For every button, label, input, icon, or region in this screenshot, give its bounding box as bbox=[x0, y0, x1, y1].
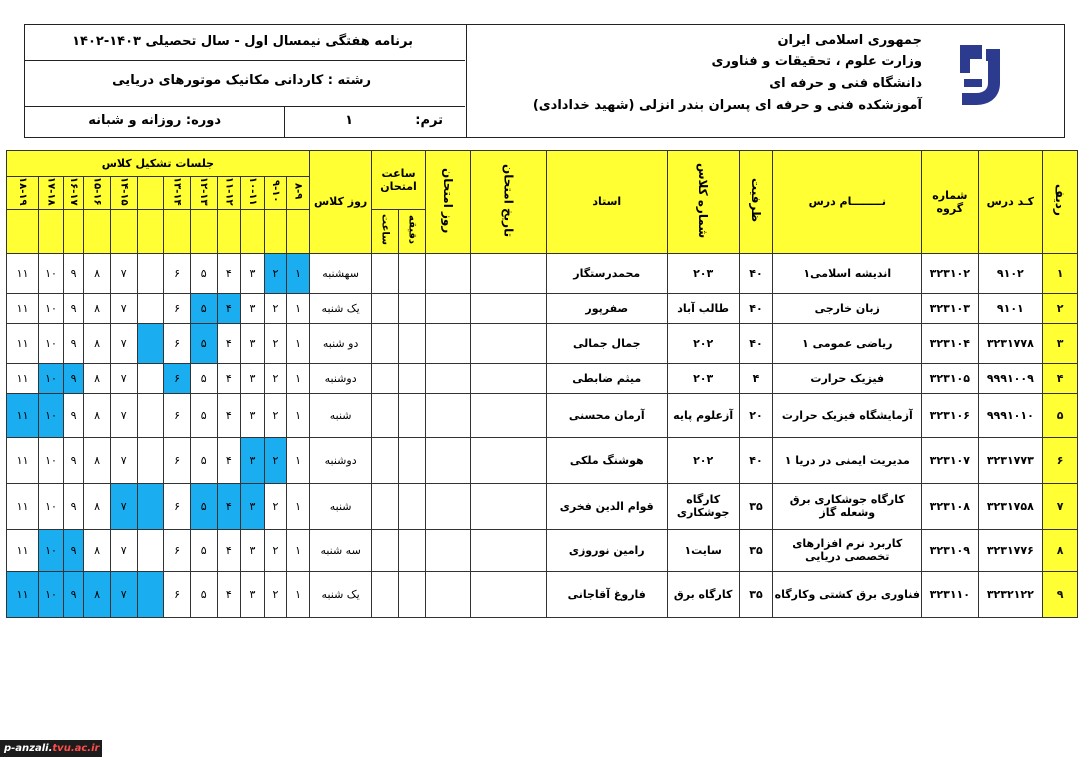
slot-cell: ۴ bbox=[217, 293, 241, 323]
slot-cell: ۵ bbox=[190, 253, 217, 293]
header-cell bbox=[217, 209, 241, 253]
slot-cell: ۱۰ bbox=[39, 393, 64, 437]
exam-day bbox=[425, 323, 470, 363]
slot-cell: ۴ bbox=[217, 363, 241, 393]
row-index: ۲ bbox=[1043, 293, 1078, 323]
program-title: برنامه هفتگی نیمسال اول - سال تحصیلی ۱۴۰۳-۱۴۰۲ bbox=[72, 34, 413, 49]
teacher: فاروغ آقاجانی bbox=[546, 571, 667, 617]
slot-cell: ۷ bbox=[110, 483, 137, 529]
exam-day bbox=[425, 363, 470, 393]
slot-cell: ۵ bbox=[190, 323, 217, 363]
exam-date bbox=[470, 253, 546, 293]
teacher: رامین نوروزی bbox=[546, 529, 667, 571]
exam-date bbox=[470, 529, 546, 571]
schedule-table bbox=[6, 150, 1078, 618]
teacher: جمال جمالی bbox=[546, 323, 667, 363]
exam-minute bbox=[399, 529, 426, 571]
col-header-code: کـد درس bbox=[978, 151, 1043, 254]
room: ۲۰۲ bbox=[667, 437, 739, 483]
group-number: ۳۲۳۱۰۶ bbox=[922, 393, 978, 437]
slot-cell: ۷ bbox=[110, 571, 137, 617]
term-value: ۱ bbox=[345, 113, 353, 128]
slot-cell: ۶ bbox=[164, 529, 191, 571]
slot-cell: ۸ bbox=[84, 483, 111, 529]
slot-cell: ۴ bbox=[217, 483, 241, 529]
slot-cell: ۳ bbox=[241, 529, 265, 571]
col-header-capacity: ظرفیت bbox=[739, 151, 773, 254]
slot-cell bbox=[137, 253, 164, 293]
header-cell bbox=[110, 209, 137, 253]
teacher: صفرپور bbox=[546, 293, 667, 323]
capacity: ۲۰ bbox=[739, 393, 773, 437]
slot-cell: ۶ bbox=[164, 393, 191, 437]
exam-minute bbox=[399, 571, 426, 617]
slot-cell: ۴ bbox=[217, 529, 241, 571]
slot-cell: ۱۱ bbox=[7, 529, 39, 571]
course-name: کاربرد نرم افزارهای تخصصی دریایی bbox=[773, 529, 922, 571]
website-watermark: p-anzali.tvu.ac.ir bbox=[0, 740, 102, 757]
slot-cell: ۶ bbox=[164, 323, 191, 363]
table-row bbox=[7, 253, 1078, 293]
slot-header: ۸-۹ bbox=[287, 177, 310, 210]
header-cell bbox=[190, 209, 217, 253]
slot-cell: ۹ bbox=[63, 253, 84, 293]
slot-cell: ۸ bbox=[84, 253, 111, 293]
slot-cell: ۲ bbox=[264, 323, 287, 363]
slot-cell: ۱۱ bbox=[7, 483, 39, 529]
term-row bbox=[25, 107, 465, 137]
exam-hour bbox=[372, 253, 399, 293]
slot-cell: ۱۱ bbox=[7, 323, 39, 363]
exam-day bbox=[425, 437, 470, 483]
slot-cell: ۷ bbox=[110, 529, 137, 571]
slot-cell bbox=[137, 483, 164, 529]
slot-cell: ۳ bbox=[241, 393, 265, 437]
exam-hour bbox=[372, 323, 399, 363]
room: ۲۰۳ bbox=[667, 363, 739, 393]
slot-cell: ۶ bbox=[164, 363, 191, 393]
capacity: ۴۰ bbox=[739, 293, 773, 323]
col-header-exam-day: روز امتحان bbox=[425, 151, 470, 254]
slot-cell: ۶ bbox=[164, 293, 191, 323]
exam-day bbox=[425, 483, 470, 529]
slot-cell: ۴ bbox=[217, 393, 241, 437]
header-cell bbox=[39, 209, 64, 253]
course-name: فیزیک حرارت bbox=[773, 363, 922, 393]
exam-date bbox=[470, 437, 546, 483]
period: دوره: روزانه و شبانه bbox=[88, 113, 221, 128]
program-title-row bbox=[25, 25, 465, 61]
slot-header: ۱۳-۱۴ bbox=[164, 177, 191, 210]
slot-cell: ۱ bbox=[287, 571, 310, 617]
slot-cell: ۷ bbox=[110, 437, 137, 483]
col-header-exam-date: تاریخ امتحان bbox=[470, 151, 546, 254]
exam-minute bbox=[399, 437, 426, 483]
exam-hour bbox=[372, 483, 399, 529]
inst-line-2: وزارت علوم ، تحقیقات و فناوری bbox=[711, 54, 922, 69]
class-day: سهشنبه bbox=[309, 253, 372, 293]
inst-line-4: آموزشکده فنی و حرفه ای پسران بندر انزلی (شهید خدادادی) bbox=[532, 98, 922, 113]
room: کارگاه جوشکاری bbox=[667, 483, 739, 529]
group-number: ۳۲۳۱۱۰ bbox=[922, 571, 978, 617]
course-code: ۹۹۹۱۰۰۹ bbox=[978, 363, 1043, 393]
row-index: ۸ bbox=[1043, 529, 1078, 571]
table-row bbox=[7, 529, 1078, 571]
slot-cell: ۲ bbox=[264, 393, 287, 437]
col-header-group: شماره گروه bbox=[922, 151, 978, 254]
slot-cell: ۹ bbox=[63, 529, 84, 571]
exam-date bbox=[470, 393, 546, 437]
slot-cell: ۱ bbox=[287, 363, 310, 393]
slot-cell: ۹ bbox=[63, 571, 84, 617]
slot-cell: ۱۰ bbox=[39, 253, 64, 293]
slot-cell: ۱۱ bbox=[7, 293, 39, 323]
field-row bbox=[25, 61, 465, 107]
exam-hour bbox=[372, 293, 399, 323]
capacity: ۳۵ bbox=[739, 483, 773, 529]
capacity: ۴۰ bbox=[739, 437, 773, 483]
slot-cell: ۱۱ bbox=[7, 393, 39, 437]
course-code: ۳۲۳۱۷۷۸ bbox=[978, 323, 1043, 363]
exam-day bbox=[425, 393, 470, 437]
exam-date bbox=[470, 323, 546, 363]
col-header-sessions: جلسات تشکیل کلاس bbox=[7, 151, 310, 177]
class-day: دو شنبه bbox=[309, 323, 372, 363]
slot-cell: ۷ bbox=[110, 363, 137, 393]
slot-cell: ۶ bbox=[164, 437, 191, 483]
teacher: میثم ضابطی bbox=[546, 363, 667, 393]
table-row bbox=[7, 293, 1078, 323]
slot-cell: ۱ bbox=[287, 253, 310, 293]
course-code: ۹۱۰۱ bbox=[978, 293, 1043, 323]
slot-cell: ۱۰ bbox=[39, 363, 64, 393]
slot-cell: ۱۱ bbox=[7, 437, 39, 483]
row-index: ۶ bbox=[1043, 437, 1078, 483]
slot-header: ۱۶-۱۷ bbox=[63, 177, 84, 210]
slot-cell: ۵ bbox=[190, 363, 217, 393]
teacher: محمدرستگار bbox=[546, 253, 667, 293]
slot-cell: ۹ bbox=[63, 437, 84, 483]
university-logo-icon bbox=[952, 39, 1006, 111]
col-header-teacher: استاد bbox=[546, 151, 667, 254]
slot-cell: ۶ bbox=[164, 253, 191, 293]
exam-hour bbox=[372, 571, 399, 617]
col-header-name: نــــــــام درس bbox=[773, 151, 922, 254]
program-info-block bbox=[25, 25, 465, 137]
slot-header: ۱۸-۱۹ bbox=[7, 177, 39, 210]
slot-cell: ۸ bbox=[84, 529, 111, 571]
slot-cell: ۴ bbox=[217, 323, 241, 363]
class-day: سه شنبه bbox=[309, 529, 372, 571]
room: ۲۰۳ bbox=[667, 253, 739, 293]
slot-cell: ۸ bbox=[84, 571, 111, 617]
slot-header: ۱۰-۱۱ bbox=[241, 177, 265, 210]
row-index: ۴ bbox=[1043, 363, 1078, 393]
course-code: ۳۲۳۱۷۷۳ bbox=[978, 437, 1043, 483]
room: کارگاه برق bbox=[667, 571, 739, 617]
capacity: ۴۰ bbox=[739, 323, 773, 363]
slot-cell: ۴ bbox=[217, 253, 241, 293]
exam-day bbox=[425, 293, 470, 323]
slot-cell: ۹ bbox=[63, 363, 84, 393]
header-cell bbox=[63, 209, 84, 253]
slot-cell: ۸ bbox=[84, 437, 111, 483]
header-cell bbox=[264, 209, 287, 253]
capacity: ۳۵ bbox=[739, 529, 773, 571]
slot-cell: ۱ bbox=[287, 529, 310, 571]
exam-day bbox=[425, 571, 470, 617]
slot-header: ۱۱-۱۲ bbox=[217, 177, 241, 210]
document-header bbox=[24, 24, 1065, 138]
slot-cell: ۶ bbox=[164, 571, 191, 617]
slot-cell: ۸ bbox=[84, 323, 111, 363]
header-cell bbox=[164, 209, 191, 253]
header-cell bbox=[241, 209, 265, 253]
slot-header: ۱۵-۱۶ bbox=[84, 177, 111, 210]
row-index: ۷ bbox=[1043, 483, 1078, 529]
exam-minute bbox=[399, 253, 426, 293]
course-name: آزمایشگاه فیزیک حرارت bbox=[773, 393, 922, 437]
group-number: ۳۲۳۱۰۷ bbox=[922, 437, 978, 483]
col-header-row: ردیف bbox=[1043, 151, 1078, 254]
row-index: ۹ bbox=[1043, 571, 1078, 617]
teacher: هوشنگ ملکی bbox=[546, 437, 667, 483]
slot-cell bbox=[137, 529, 164, 571]
capacity: ۴۰ bbox=[739, 253, 773, 293]
table-row bbox=[7, 483, 1078, 529]
slot-cell: ۹ bbox=[63, 323, 84, 363]
course-name: مدیریت ایمنی در دریا ۱ bbox=[773, 437, 922, 483]
slot-cell: ۲ bbox=[264, 363, 287, 393]
institution-block bbox=[466, 25, 1064, 137]
capacity: ۳۵ bbox=[739, 571, 773, 617]
slot-cell: ۳ bbox=[241, 293, 265, 323]
slot-cell: ۵ bbox=[190, 293, 217, 323]
table-row bbox=[7, 323, 1078, 363]
term-cell bbox=[284, 107, 465, 137]
slot-cell: ۴ bbox=[217, 437, 241, 483]
slot-header: ۱۲-۱۳ bbox=[190, 177, 217, 210]
slot-cell: ۵ bbox=[190, 437, 217, 483]
table-row bbox=[7, 393, 1078, 437]
slot-cell: ۱۰ bbox=[39, 483, 64, 529]
col-header-minute: دقیقه bbox=[399, 209, 426, 253]
inst-line-3: دانشگاه فنی و حرفه ای bbox=[769, 76, 922, 91]
slot-cell: ۱ bbox=[287, 323, 310, 363]
group-number: ۳۲۳۱۰۹ bbox=[922, 529, 978, 571]
header-cell bbox=[287, 209, 310, 253]
course-code: ۹۹۹۱۰۱۰ bbox=[978, 393, 1043, 437]
exam-day bbox=[425, 253, 470, 293]
slot-cell: ۹ bbox=[63, 293, 84, 323]
slot-cell: ۱ bbox=[287, 437, 310, 483]
slot-cell: ۱۰ bbox=[39, 323, 64, 363]
slot-cell: ۱۱ bbox=[7, 363, 39, 393]
table-row bbox=[7, 363, 1078, 393]
slot-cell: ۳ bbox=[241, 363, 265, 393]
slot-cell: ۱۰ bbox=[39, 571, 64, 617]
exam-minute bbox=[399, 393, 426, 437]
slot-cell: ۱ bbox=[287, 393, 310, 437]
slot-cell: ۱ bbox=[287, 483, 310, 529]
slot-cell bbox=[137, 437, 164, 483]
col-header-exam-time: ساعت امتحان bbox=[372, 151, 425, 210]
group-number: ۳۲۳۱۰۳ bbox=[922, 293, 978, 323]
slot-cell: ۱۱ bbox=[7, 253, 39, 293]
slot-header bbox=[137, 177, 164, 210]
course-code: ۳۲۳۱۷۵۸ bbox=[978, 483, 1043, 529]
slot-cell: ۵ bbox=[190, 393, 217, 437]
slot-cell: ۸ bbox=[84, 293, 111, 323]
slot-cell: ۴ bbox=[217, 571, 241, 617]
course-name: ریاضی عمومی ۱ bbox=[773, 323, 922, 363]
room: سایت۱ bbox=[667, 529, 739, 571]
col-header-hour: ساعت bbox=[372, 209, 399, 253]
field-of-study: رشته : کاردانی مکانیک موتورهای دریایی bbox=[112, 73, 371, 88]
exam-hour bbox=[372, 393, 399, 437]
table-row bbox=[7, 571, 1078, 617]
teacher: آرمان محسنی bbox=[546, 393, 667, 437]
exam-date bbox=[470, 363, 546, 393]
table-row bbox=[7, 437, 1078, 483]
header-cell bbox=[84, 209, 111, 253]
capacity: ۴ bbox=[739, 363, 773, 393]
class-day: دوشنبه bbox=[309, 363, 372, 393]
slot-cell: ۲ bbox=[264, 437, 287, 483]
course-name: فناوری برق کشتی وکارگاه bbox=[773, 571, 922, 617]
slot-cell: ۷ bbox=[110, 393, 137, 437]
slot-header: ۱۷-۱۸ bbox=[39, 177, 64, 210]
term-label: ترم: bbox=[415, 113, 443, 128]
group-number: ۳۲۳۱۰۲ bbox=[922, 253, 978, 293]
room: آزعلوم پایه bbox=[667, 393, 739, 437]
inst-line-1: جمهوری اسلامی ایران bbox=[777, 33, 922, 48]
slot-cell bbox=[137, 323, 164, 363]
class-day: یک شنبه bbox=[309, 293, 372, 323]
course-name: زبان خارجی bbox=[773, 293, 922, 323]
slot-cell: ۷ bbox=[110, 253, 137, 293]
exam-minute bbox=[399, 293, 426, 323]
exam-hour bbox=[372, 363, 399, 393]
slot-cell: ۲ bbox=[264, 293, 287, 323]
slot-cell: ۳ bbox=[241, 571, 265, 617]
exam-hour bbox=[372, 437, 399, 483]
slot-cell: ۳ bbox=[241, 253, 265, 293]
slot-cell: ۸ bbox=[84, 363, 111, 393]
course-name: کارگاه جوشکاری برق وشعله گاز bbox=[773, 483, 922, 529]
room: ۲۰۲ bbox=[667, 323, 739, 363]
course-code: ۳۲۳۲۱۲۲ bbox=[978, 571, 1043, 617]
class-day: دوشنبه bbox=[309, 437, 372, 483]
slot-cell: ۳ bbox=[241, 483, 265, 529]
exam-minute bbox=[399, 323, 426, 363]
exam-minute bbox=[399, 483, 426, 529]
group-number: ۳۲۳۱۰۵ bbox=[922, 363, 978, 393]
slot-cell: ۱ bbox=[287, 293, 310, 323]
course-code: ۳۲۳۱۷۷۶ bbox=[978, 529, 1043, 571]
slot-cell: ۱۰ bbox=[39, 437, 64, 483]
exam-day bbox=[425, 529, 470, 571]
slot-cell: ۱۰ bbox=[39, 529, 64, 571]
slot-cell bbox=[137, 571, 164, 617]
row-index: ۵ bbox=[1043, 393, 1078, 437]
slot-cell: ۵ bbox=[190, 483, 217, 529]
exam-date bbox=[470, 571, 546, 617]
slot-cell: ۵ bbox=[190, 571, 217, 617]
slot-header: ۹-۱۰ bbox=[264, 177, 287, 210]
exam-minute bbox=[399, 363, 426, 393]
class-day: شنبه bbox=[309, 393, 372, 437]
row-index: ۳ bbox=[1043, 323, 1078, 363]
slot-cell: ۹ bbox=[63, 483, 84, 529]
slot-cell: ۷ bbox=[110, 293, 137, 323]
slot-cell: ۲ bbox=[264, 253, 287, 293]
slot-cell: ۳ bbox=[241, 437, 265, 483]
col-header-room: شماره کلاس bbox=[667, 151, 739, 254]
slot-cell bbox=[137, 293, 164, 323]
class-day: یک شنبه bbox=[309, 571, 372, 617]
row-index: ۱ bbox=[1043, 253, 1078, 293]
exam-date bbox=[470, 293, 546, 323]
slot-cell bbox=[137, 363, 164, 393]
slot-cell: ۵ bbox=[190, 529, 217, 571]
slot-cell bbox=[137, 393, 164, 437]
slot-cell: ۲ bbox=[264, 571, 287, 617]
slot-cell: ۷ bbox=[110, 323, 137, 363]
course-code: ۹۱۰۲ bbox=[978, 253, 1043, 293]
course-name: اندیشه اسلامی۱ bbox=[773, 253, 922, 293]
exam-date bbox=[470, 483, 546, 529]
exam-hour bbox=[372, 529, 399, 571]
teacher: قوام الدین فخری bbox=[546, 483, 667, 529]
slot-cell: ۲ bbox=[264, 483, 287, 529]
slot-cell: ۲ bbox=[264, 529, 287, 571]
class-day: شنبه bbox=[309, 483, 372, 529]
room: طالب آباد bbox=[667, 293, 739, 323]
slot-cell: ۳ bbox=[241, 323, 265, 363]
header-cell bbox=[137, 209, 164, 253]
slot-header: ۱۴-۱۵ bbox=[110, 177, 137, 210]
col-header-class-day: روز کلاس bbox=[309, 151, 372, 254]
slot-cell: ۸ bbox=[84, 393, 111, 437]
slot-cell: ۶ bbox=[164, 483, 191, 529]
slot-cell: ۹ bbox=[63, 393, 84, 437]
slot-cell: ۱۱ bbox=[7, 571, 39, 617]
header-cell bbox=[7, 209, 39, 253]
group-number: ۳۲۳۱۰۸ bbox=[922, 483, 978, 529]
slot-cell: ۱۰ bbox=[39, 293, 64, 323]
group-number: ۳۲۳۱۰۴ bbox=[922, 323, 978, 363]
